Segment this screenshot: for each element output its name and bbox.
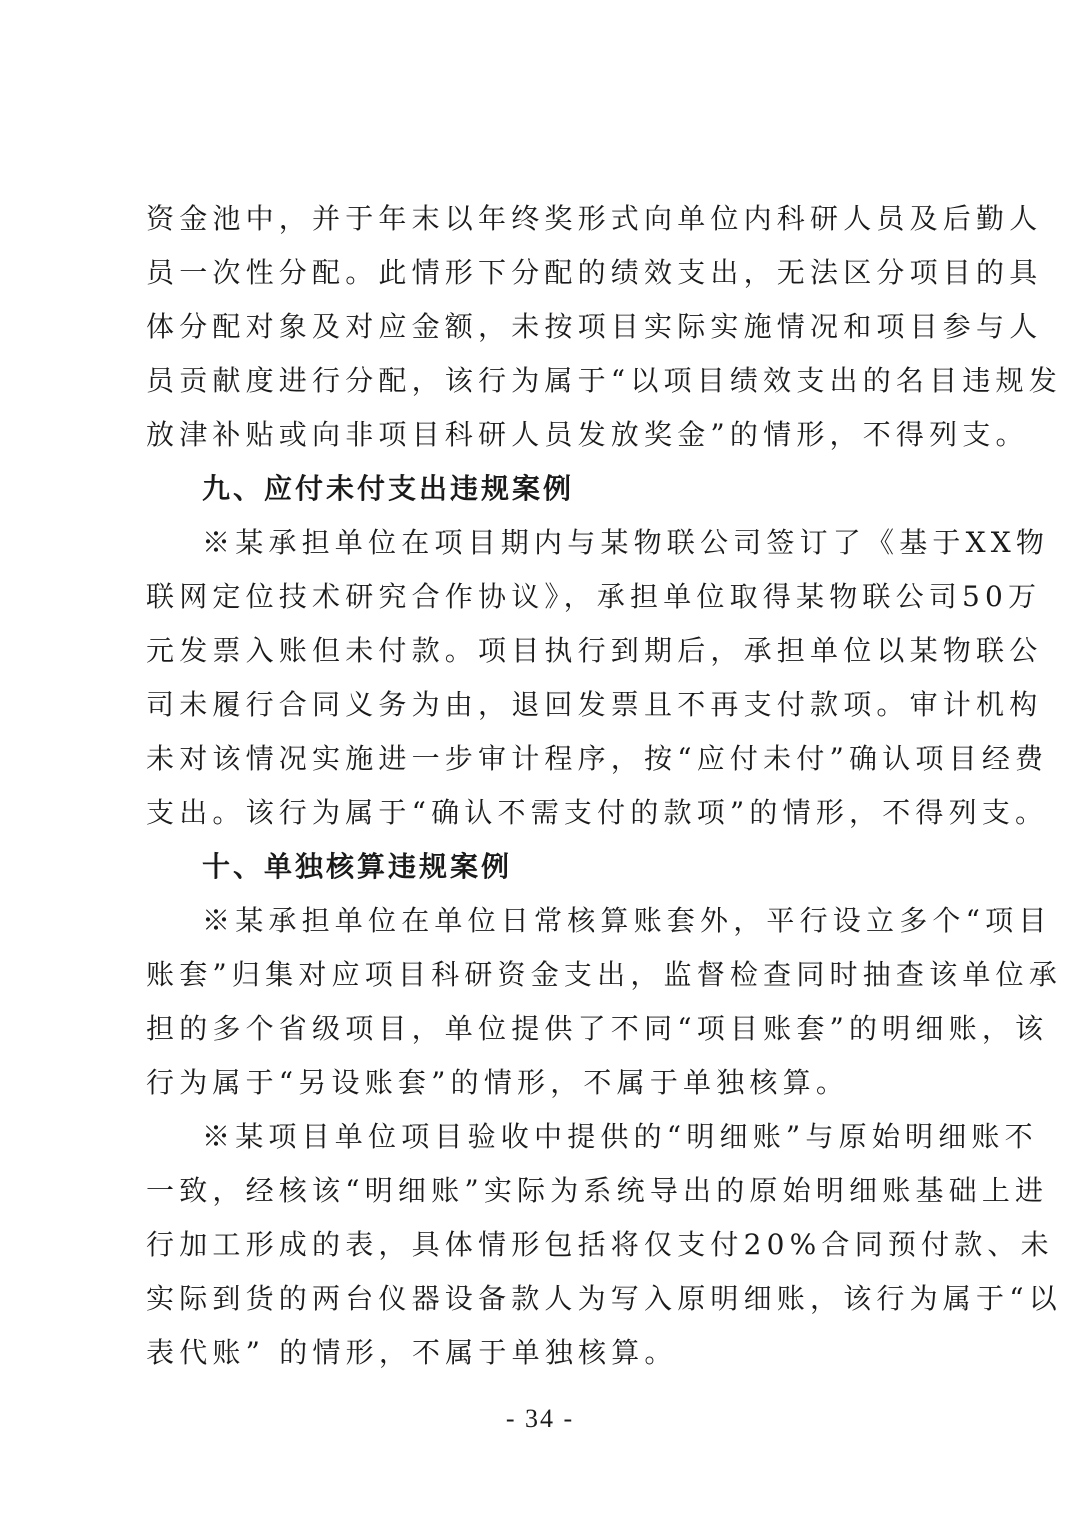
paragraph-line: ※某承担单位在单位日常核算账套外，平行设立多个“项目 [202,904,1052,937]
paragraph-line: 实际到货的两台仪器设备款人为写入原明细账，该行为属于“以 [146,1282,1062,1315]
paragraph-line: 员贡献度进行分配，该行为属于“以项目绩效支出的名目违规发 [146,364,1062,397]
section-heading-nine: 九、应付未付支出违规案例 [202,472,575,505]
paragraph-line: ※某承担单位在项目期内与某物联公司签订了《基于XX物 [202,526,1050,559]
page-number: - 34 - [505,1404,575,1433]
paragraph-line: 员一次性分配。此情形下分配的绩效支出，无法区分项目的具 [146,256,1043,289]
paragraph-line: 账套”归集对应项目科研资金支出，监督检查同时抽查该单位承 [146,958,1062,991]
paragraph-line: 行为属于“另设账套”的情形，不属于单独核算。 [146,1066,850,1099]
section-heading-ten: 十、单独核算违规案例 [202,850,513,883]
paragraph-line: 担的多个省级项目，单位提供了不同“项目账套”的明细账，该 [146,1012,1049,1045]
paragraph-line: 未对该情况实施进一步审计程序，按“应付未付”确认项目经费 [146,742,1049,775]
paragraph-line: 行加工形成的表，具体情形包括将仅支付20%合同预付款、未 [146,1228,1054,1261]
paragraph-line: 一致，经核该“明细账”实际为系统导出的原始明细账基础上进 [146,1174,1049,1207]
paragraph-line: 联网定位技术研究合作协议》，承担单位取得某物联公司50万 [146,580,1042,613]
paragraph-line: 放津补贴或向非项目科研人员发放奖金”的情形，不得列支。 [146,418,1029,451]
paragraph-line: 元发票入账但未付款。项目执行到期后，承担单位以某物联公 [146,634,1043,667]
paragraph-line: 表代账” 的情形，不属于单独核算。 [146,1336,678,1369]
paragraph-line: ※某项目单位项目验收中提供的“明细账”与原始明细账不 [202,1120,1038,1153]
paragraph-line: 支出。该行为属于“确认不需支付的款项”的情形，不得列支。 [146,796,1049,829]
paragraph-line: 司未履行合同义务为由，退回发票且不再支付款项。审计机构 [146,688,1043,721]
paragraph-line: 体分配对象及对应金额，未按项目实际实施情况和项目参与人 [146,310,1043,343]
paragraph-line: 资金池中，并于年末以年终奖形式向单位内科研人员及后勤人 [146,202,1043,235]
document-body [146,192,1062,1380]
